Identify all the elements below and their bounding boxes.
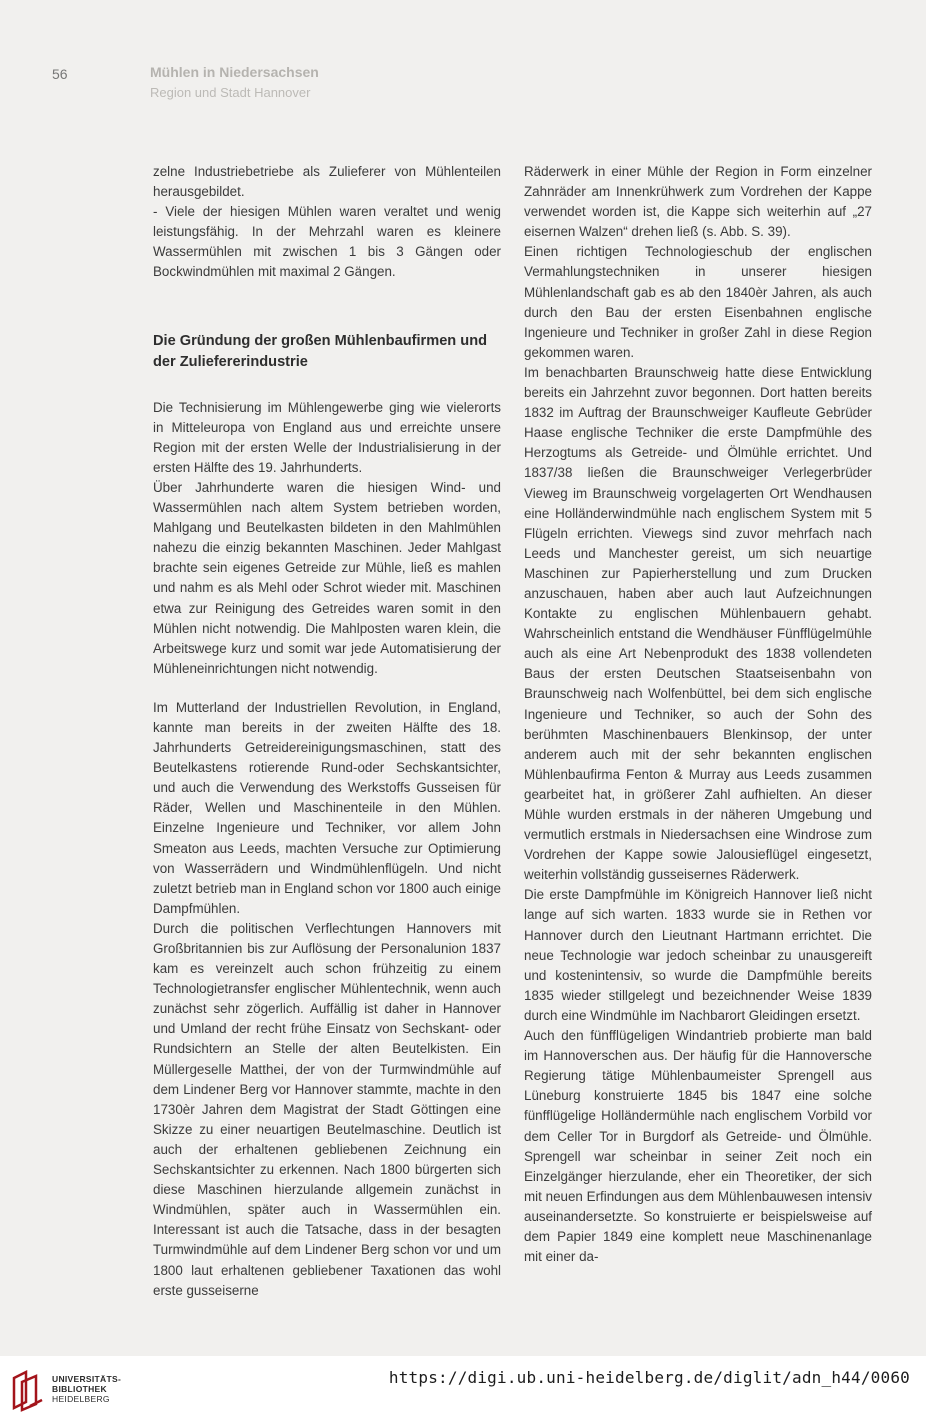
left-column	[153, 162, 501, 1301]
running-title: Mühlen in Niedersachsen	[150, 64, 319, 80]
paragraph: Räderwerk in einer Mühle der Region in Form einzelner Zahnräder am Innenkrühwerk zum Vordrehen der Kappe verwendet worden ist, die Kappe sich weiterhin auf „27 eisernen Walzen“ drehen ließ (s. Abb. S. 39).	[524, 164, 872, 240]
document-url-link[interactable]: https://digi.ub.uni-heidelberg.de/diglit/adn_h44/0060	[388, 1368, 910, 1387]
paragraph: Im Mutterland der Industriellen Revolution, in England, kannte man bereits in der zweiten Hälfte des 18. Jahrhunderts Getreidereinigungsmaschinen, statt des Beutelkastens rotierende Rund-oder Sechskantsichter, und auch die Verwendung des Werkstoffs Gusseisen für Räder, Wellen und Maschinenteile in den Mühlen. Einzelne Ingenieure und Techniker, vor allem John Smeaton aus Leeds, machten Versuche zur Optimierung von Wasserrädern und Windmühlenflügeln. Und nicht zuletzt betrieb man in England schon vor 1800 auch einige Dampfmühlen.	[153, 699, 501, 916]
footer-bar	[0, 1356, 926, 1424]
logo-line: BIBLIOTHEK	[52, 1384, 107, 1394]
section-heading: Die Gründung der großen Mühlenbaufirmen und der Zuliefererindustrie	[153, 332, 488, 370]
running-subtitle: Region und Stadt Hannover	[150, 85, 311, 100]
paragraph: Durch die politischen Verflechtungen Hannovers mit Großbritannien bis zur Auflösung der Personalunion 1837 kam es vereinzelt auch schon frühzeitig zu einem Technologietransfer englischer Mühlentechnik, wenn auch zunächst sehr zögerlich. Auffällig ist daher in Hannover und Umland der recht frühe Einsatz von Sechskant- oder Rundsichtern an Stelle der alten Beutelkisten. Ein Müllergeselle Matthei, der von der Turmwindmühle auf dem Lindener Berg vor Hannover stammte, machte in den 1730èr Jahren dem Magistrat der Stadt Göttingen eine Skizze zu einer neuartigen Beutelmaschine. Deutlich ist auch der erhaltenen gebliebenen Zeichnung ein Sechskantsichter zu erkennen. Nach 1800 bürgerten sich diese Maschinen hierzulande allgemein zunächst in Windmühlen, später auch in Wassermühlen ein. Interessant ist auch die Tatsache, dass in der besagten Turmwindmühle auf dem Lindener Berg schon vor und um 1800 laut erhaltenen gebliebener Taxationen das wohl erste gusseiserne	[153, 920, 501, 1298]
paragraph: Im benachbarten Braunschweig hatte diese Entwicklung bereits ein Jahrzehnt zuvor begonnen. Dort hatten bereits 1832 im Auftrag der Braunschweiger Kaufleute Gebrüder Haase englische Techniker die erste Dampfmühle des Herzogtums als Getreide- und Ölmühle errichtet. Und 1837/38 ließen die Braunschweiger Verlegerbrüder Vieweg im Braunschweig vorgelagerten Ort Wendhausen eine Holländerwindmühle nach englischem System mit 5 Flügeln errichten. Viewegs sind zuvor mehrfach nach Leeds und Manchester gereist, um sich neuartige Maschinen zur Papierherstellung und zum Drucken anzuschauen, haben aber auch laut Aufzeichnungen Kontakte zu englischen Mühlenbauern gehabt. Wahrscheinlich entstand die Wendhäuser Fünfflügelmühle auch als eine Art Nebenprodukt des 1838 vollendeten Baus der ersten Deutschen Staatseisenbahn von Braunschweig nach Wolfenbüttel, bei dem sich englische Ingenieure und Techniker, so auch der Sohn des berühmten Maschinenbauers Blenkinsop, der unter anderem auch mit der sehr bekannten englischen Mühlenbaufirma Fenton & Murray aus Leeds zusammen gearbeitet hat, in größerer Zahl aufhielten. An dieser Mühle wurden erstmals in der näheren Umgebung und vermutlich erstmals in Niedersachsen eine Windrose zum Vordrehen der Kappe sowie Jalousieflügel eingesetzt, weiterhin vollständig gusseisernes Räderwerk.	[524, 364, 872, 883]
paragraph: Über Jahrhunderte waren die hiesigen Wind- und Wassermühlen nach altem System betrieben worden, Mahlgang und Beutelkasten bildeten in den Mahlmühlen nahezu die einzig bekannten Maschinen. Jeder Mahlgast brachte sein eigenes Getreide zur Mühle, ließ es mahlen und nahm es als Mehl oder Schrot wieder mit. Maschinen etwa zur Reinigung des Getreides waren somit in den Mühlen nicht notwendig. Die Mahlposten waren klein, die Arbeitswege kurz und somit war jede Automatisierung der Mühleneinrichtungen nicht notwendig.	[153, 479, 501, 676]
paragraph: Die erste Dampfmühle im Königreich Hannover ließ nicht lange auf sich warten. 1833 wurde sie in Rethen vor Hannover durch den Lieutnant Hartmann errichtet. Die neue Technologie war jedoch scheinbar zu unausgereift und kostenintensiv, so wurde die Dampfmühle bereits 1835 wieder stillgelegt und bezeichnender Weise 1839 durch eine Windmühle im Nachbarort Gleidingen ersetzt.	[524, 887, 872, 1023]
page-number: 56	[52, 66, 68, 82]
paragraph: zelne Industriebetriebe als Zulieferer von Mühlenteilen herausgebildet.	[153, 164, 501, 200]
paragraph: Einen richtigen Technologieschub der englischen Vermahlungstechniken in unserer hiesigen Mühlenlandschaft gab es ab den 1840èr Jahren, als auch durch den Bau der ersten Eisenbahnen englische Ingenieure und Techniker in großer Zahl in diese Region gekommen waren.	[524, 244, 872, 360]
library-logo-text	[52, 1374, 121, 1404]
library-logo-icon	[10, 1368, 46, 1412]
right-column	[524, 162, 872, 1267]
logo-line: UNIVERSITÄTS-	[52, 1374, 122, 1384]
paragraph: - Viele der hiesigen Mühlen waren veraltet und wenig leistungsfähig. In der Mehrzahl waren es kleinere Wassermühlen mit zwischen 1 bis 3 Gängen oder Bockwindmühlen mit maximal 2 Gängen.	[153, 204, 501, 280]
paragraph: Die Technisierung im Mühlengewerbe ging wie vielerorts in Mitteleuropa von England aus und erreichte unsere Region mit der ersten Welle der Industrialisierung in der ersten Hälfte des 19. Jahrhunderts.	[153, 399, 501, 475]
logo-line: HEIDELBERG	[52, 1394, 110, 1404]
library-logo[interactable]	[10, 1368, 150, 1412]
paragraph: Auch den fünfflügeligen Windantrieb probierte man bald im Hannoverschen aus. Der häufig für die Hannoversche Regierung tätige Mühlenbaumeister Sprengell aus Lüneburg konstruierte 1845 bis 1847 eine solche fünfflügelige Holländermühle nach englischem Vorbild vor dem Celler Tor in Burgdorf als Getreide- und Ölmühle. Sprengell war scheinbar in seiner Zeit noch ein Einzelgänger hierzulande, eher ein Theoretiker, der sich mit neuen Erfindungen aus dem Mühlenbauwesen intensiv auseinandersetzte. So konstruierte er beispielsweise auf dem Papier 1849 eine komplett neue Maschinenanlage mit einer da-	[524, 1028, 872, 1265]
